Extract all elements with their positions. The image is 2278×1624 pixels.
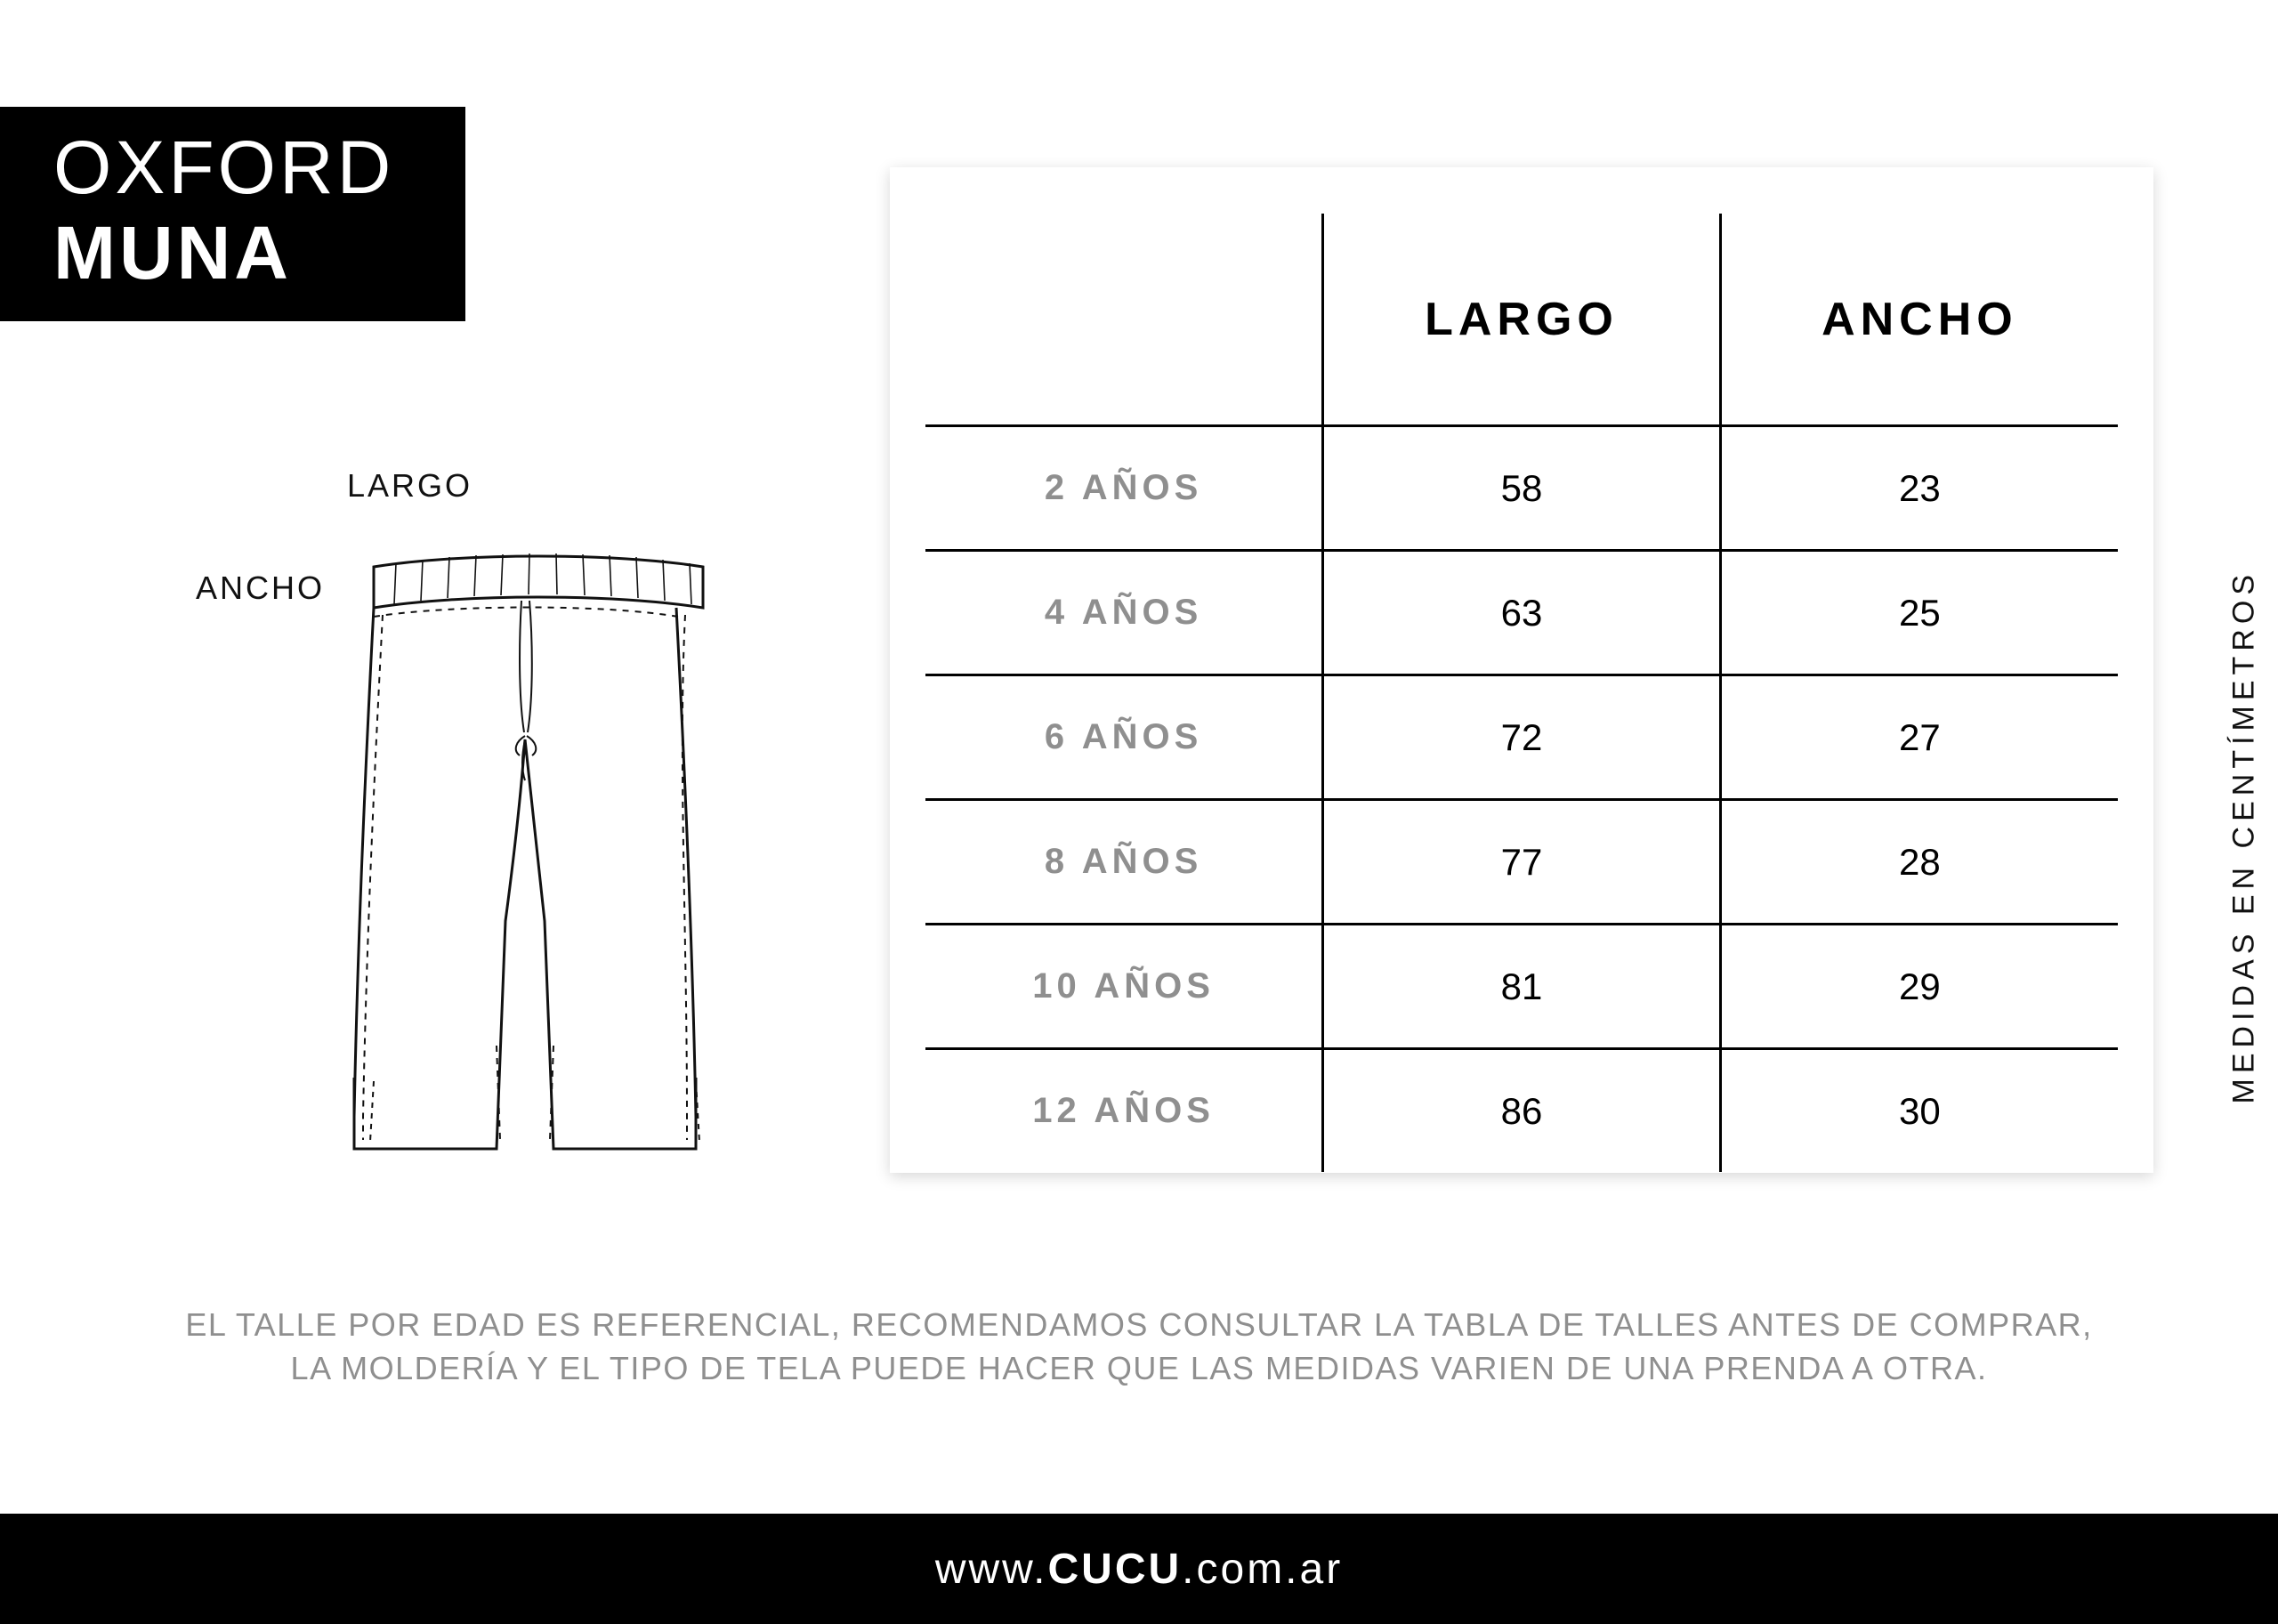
cell-ancho: 27 bbox=[1720, 675, 2118, 800]
website-url bbox=[935, 1545, 1343, 1594]
cell-largo: 72 bbox=[1323, 675, 1721, 800]
cell-largo: 86 bbox=[1323, 1049, 1721, 1173]
pants-icon bbox=[347, 547, 730, 1170]
cell-ancho: 29 bbox=[1720, 925, 2118, 1049]
table-header-blank bbox=[925, 214, 1323, 426]
table-row bbox=[925, 925, 2118, 1049]
table-row bbox=[925, 1049, 2118, 1173]
disclaimer-note bbox=[0, 1304, 2278, 1390]
cell-largo: 63 bbox=[1323, 551, 1721, 675]
cell-age: 4 AÑOS bbox=[925, 551, 1323, 675]
cell-largo: 58 bbox=[1323, 426, 1721, 551]
cell-age: 6 AÑOS bbox=[925, 675, 1323, 800]
table-row bbox=[925, 551, 2118, 675]
table-row bbox=[925, 800, 2118, 925]
cell-ancho: 25 bbox=[1720, 551, 2118, 675]
page-title-primary: OXFORD bbox=[53, 125, 395, 209]
garment-illustration-area bbox=[160, 445, 819, 1184]
table-row bbox=[925, 426, 2118, 551]
title-block bbox=[0, 107, 465, 321]
cell-ancho: 28 bbox=[1720, 800, 2118, 925]
disclaimer-line-1: EL TALLE POR EDAD ES REFERENCIAL, RECOMENDAMOS CONSULTAR LA TABLA DE TALLES ANTES DE COMPRAR, bbox=[185, 1306, 2093, 1343]
measure-label-ancho: ANCHO bbox=[196, 570, 326, 606]
url-suffix: .com.ar bbox=[1182, 1545, 1344, 1593]
cell-largo: 81 bbox=[1323, 925, 1721, 1049]
url-prefix: www. bbox=[934, 1545, 1048, 1593]
cell-largo: 77 bbox=[1323, 800, 1721, 925]
cell-ancho: 23 bbox=[1720, 426, 2118, 551]
page-title-secondary: MUNA bbox=[53, 211, 292, 295]
cell-ancho: 30 bbox=[1720, 1049, 2118, 1173]
size-table-card bbox=[890, 167, 2153, 1173]
cell-age: 8 AÑOS bbox=[925, 800, 1323, 925]
cell-age: 10 AÑOS bbox=[925, 925, 1323, 1049]
table-header-row bbox=[925, 214, 2118, 426]
table-header-largo: LARGO bbox=[1323, 214, 1721, 426]
measure-label-largo: LARGO bbox=[347, 467, 473, 504]
cell-age: 12 AÑOS bbox=[925, 1049, 1323, 1173]
url-brand: CUCU bbox=[1047, 1545, 1183, 1593]
disclaimer-line-2: LA MOLDERÍA Y EL TIPO DE TELA PUEDE HACER QUE LAS MEDIDAS VARIEN DE UNA PRENDA A OTRA. bbox=[290, 1349, 1988, 1386]
table-header-ancho: ANCHO bbox=[1720, 214, 2118, 426]
units-note: MEDIDAS EN CENTÍMETROS bbox=[2226, 570, 2260, 1104]
bottom-bar bbox=[0, 1514, 2278, 1624]
size-chart-table bbox=[925, 214, 2118, 1172]
table-row bbox=[925, 675, 2118, 800]
cell-age: 2 AÑOS bbox=[925, 426, 1323, 551]
